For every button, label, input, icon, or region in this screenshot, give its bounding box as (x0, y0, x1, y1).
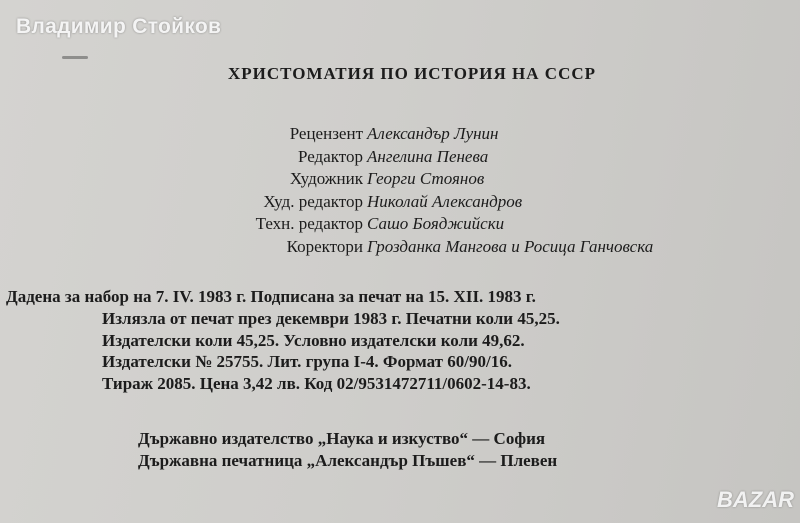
credit-artist (0, 168, 800, 191)
publisher-line: Държавно издателство „Наука и изкуство“ — София (138, 429, 546, 448)
credit-reviewer (0, 123, 800, 146)
credit-name: Грозданка Мангова и Росица Ганчовска (367, 236, 654, 256)
watermark: Владимир Стойков (16, 15, 222, 38)
credit-role: Худ. редактор (263, 191, 363, 211)
ink-smudge (62, 56, 88, 59)
credit-role: Рецензент (289, 124, 363, 143)
publishers-block (0, 428, 800, 472)
book-title: ХРИСТОМАТИЯ ПО ИСТОРИЯ НА СССР (227, 64, 597, 83)
imprint-line: Дадена за набор на 7. IV. 1983 г. Подписана за печат на 15. XII. 1983 г. (6, 287, 536, 306)
imprint-line: Издателски коли 45,25. Условно издателски коли 49,62. (102, 330, 525, 350)
credit-role: Коректори (286, 236, 363, 256)
imprint-line: Тираж 2085. Цена 3,42 лв. Код 02/9531472711/0602-14-83. (102, 374, 531, 394)
credit-proofreaders (0, 236, 800, 259)
credit-role: Художник (289, 169, 363, 189)
credit-name: Александър Лунин (367, 124, 499, 143)
credits-block (0, 123, 800, 259)
printer-line: Държавна печатница „Александър Пъшев“ — Плевен (138, 451, 558, 470)
credit-name: Ангелина Пенева (367, 146, 489, 166)
credit-name: Николай Александров (367, 191, 523, 211)
bazar-logo: BAZAR (717, 487, 794, 512)
credit-editor (0, 146, 800, 169)
credit-name: Георги Стоянов (367, 169, 485, 189)
credit-role: Техн. редактор (255, 214, 363, 234)
credit-tech-editor (0, 213, 800, 236)
imprint-block (6, 286, 790, 395)
credit-role: Редактор (298, 146, 363, 166)
imprint-line: Издателски № 25755. Лит. група I-4. Формат 60/90/16. (102, 352, 512, 372)
credit-art-editor (0, 191, 800, 214)
credit-name: Сашо Бояджийски (367, 214, 505, 234)
imprint-line: Излязла от печат през декември 1983 г. Печатни коли 45,25. (102, 308, 560, 328)
